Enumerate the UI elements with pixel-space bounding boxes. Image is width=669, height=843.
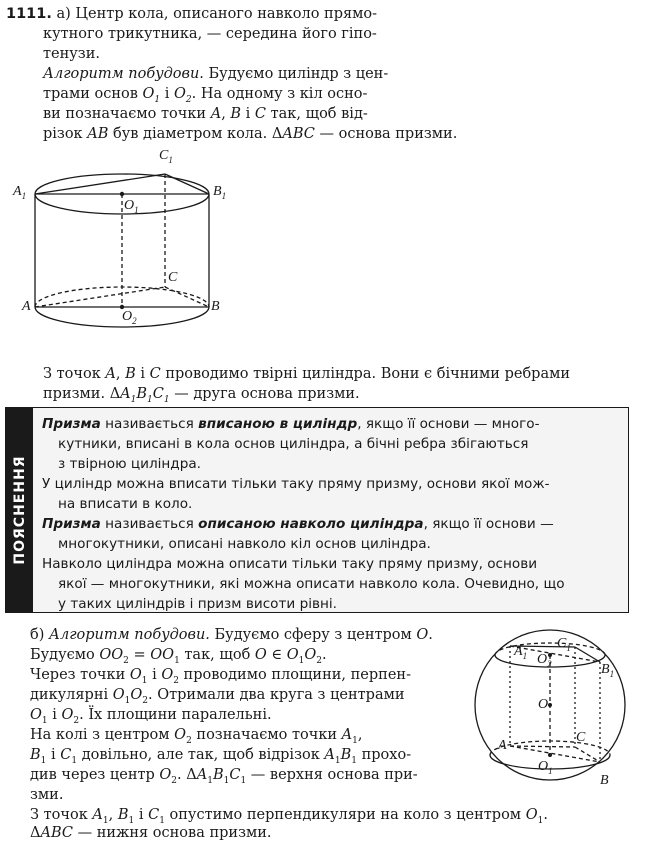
explanation-p4-l2: якої — многокутники, які можна описати навколо кола. Очевидно, що [58,576,565,592]
label-a1: $A_1$ [13,184,27,201]
explanation-p1-l1: Призма називається вписаною в циліндр, якщо її основи — много- [42,416,540,432]
part-b-line-3: Через точки $O_1$ і $O_2$ проводимо площини, перпен- [30,667,411,686]
part-b-line-11: ΔABC — нижня основа призми. [30,825,272,841]
algorithm-a-line-2: трами основ $O_1$ і $O_2$. На одному з кіл осно- [43,86,368,105]
sphere-label-o: O [538,697,549,712]
explanation-p3-l2: многокутники, описані навколо кіл основ циліндра. [58,536,431,552]
label-o2: $O_2$ [122,309,137,326]
label-c: C [168,270,178,285]
problem-line-2: кутного трикутника, — середина його гіпо- [43,26,377,42]
part-b-line-2: Будуємо $OO_2 = OO_1$ так, щоб O ∈ $O_1O_2$. [30,647,327,666]
sphere-label-o1: $O_1$ [538,759,553,776]
label-a: A [22,299,31,314]
algorithm-a-line-4: різок AB був діаметром кола. ΔABC — основа призми. [43,126,458,142]
sphere-label-o2: $O_2$ [537,652,552,669]
part-b-line-6: На колі з центром $O_2$ позначаємо точки $A_1$, [30,727,363,746]
part-b-line-8: див через центр $O_2$. $\Delta A_1B_1C_1$ — верхня основа при- [30,767,418,786]
explanation-p3-l1: Призма називається описаною навколо циліндра, якщо її основи — [42,516,554,532]
label-o1: $O_1$ [124,198,139,215]
after-fig1-line-2: призми. $\Delta A_1B_1C_1$ — друга основа призми. [43,386,360,405]
sphere-label-a1: $A_1$ [514,644,528,661]
explanation-p2-l1: У циліндр можна вписати тільки таку пряму призму, основи якої мож- [42,476,550,492]
part-b-line-5: $O_1$ і $O_2$. Їх площини паралельні. [30,707,272,726]
algorithm-a-line-3: ви позначаємо точки A, B і C так, щоб від- [43,106,368,122]
label-b: B [211,299,220,314]
part-b-line-4: дикулярні $O_1O_2$. Отримали два круга з центрами [30,687,405,706]
after-fig1-line-1: З точок A, B і C проводимо твірні циліндра. Вони є бічними ребрами [43,366,571,382]
explanation-p4-l1: Навколо циліндра можна описати тільки таку пряму призму, основи [42,556,538,572]
problem-line-1: 1111. а) Центр кола, описаного навколо прямо- [6,6,378,22]
part-b-line-10: З точок $A_1$, $B_1$ і $C_1$ опустимо перпендикуляри на коло з центром $O_1$. [30,807,548,826]
problem-number: 1111. [6,6,52,22]
sphere-label-c: C [576,730,586,745]
sphere-label-c1: $C_1$ [557,636,571,653]
algorithm-a-line-1: Алгоритм побудови. Будуємо циліндр з цен- [43,66,389,82]
problem-line-3: тенузи. [43,46,100,62]
part-b-line-7: $B_1$ і $C_1$ довільно, але так, щоб відрізок $A_1B_1$ прохо- [30,747,412,766]
explanation-p1-l3: з твірною циліндра. [58,456,201,472]
sphere-label-b1: $B_1$ [601,662,615,679]
label-c1: $C_1$ [159,148,173,165]
sphere-label-a: A [498,738,507,753]
label-b1: $B_1$ [213,184,227,201]
explanation-p1-l2: кутники, вписані в кола основ циліндра, а бічні ребра збігаються [58,436,529,452]
explanation-p4-l3: у таких циліндрів і призм висоти рівні. [58,596,337,612]
part-b-line-1: б) Алгоритм побудови. Будуємо сферу з центром O. [30,627,433,643]
explanation-p2-l2: на вписати в коло. [58,496,193,512]
part-b-line-9: зми. [30,787,64,803]
explanation-band: ПОЯСНЕННЯ [6,408,33,612]
sphere-label-b: B [600,773,609,788]
